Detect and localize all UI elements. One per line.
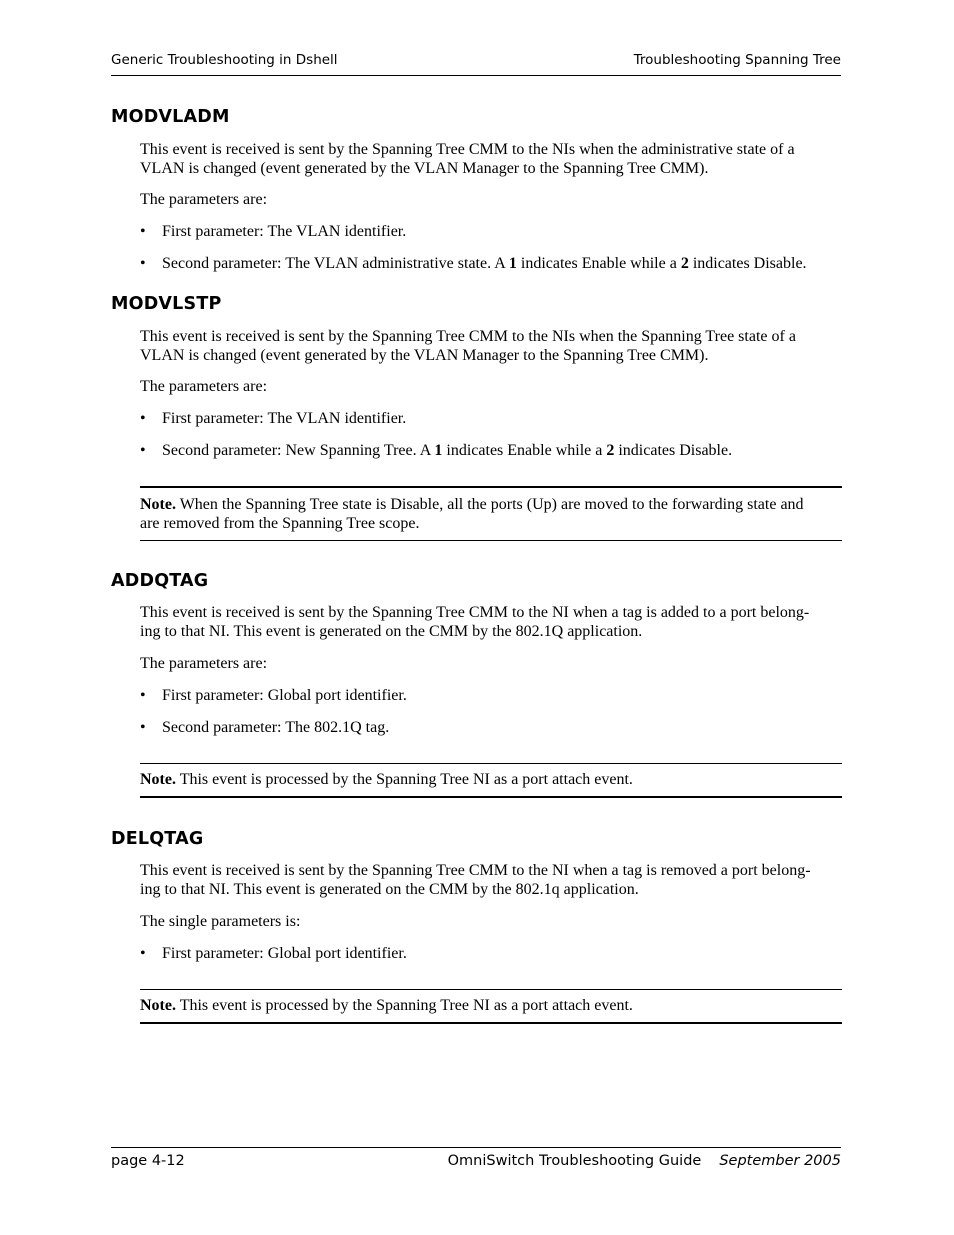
note-label: Note.: [140, 997, 176, 1014]
note-label: Note.: [140, 771, 176, 788]
bullet-icon: •: [140, 410, 146, 427]
bullet-icon: •: [140, 719, 146, 736]
description-line: ing to that NI. This event is generated on the CMM by the 802.1Q application.: [140, 622, 643, 640]
bullet-icon: •: [140, 442, 146, 459]
section-title-modvlstp: MODVLSTP: [111, 294, 222, 314]
section-title-addqtag: ADDQTAG: [111, 571, 209, 591]
note-text: Note. This event is processed by the Spanning Tree NI as a port attach event.: [140, 771, 633, 788]
section-title-modvladm: MODVLADM: [111, 107, 230, 127]
description-line: This event is received is sent by the Spanning Tree CMM to the NIs when the Spanning Tree state of a: [140, 328, 796, 345]
list-item-text: Second parameter: The 802.1Q tag.: [162, 719, 390, 736]
value-enable: 1: [434, 442, 443, 459]
value-disable: 2: [680, 255, 689, 272]
params-intro: The single parameters is:: [140, 913, 301, 930]
section-description: [140, 328, 840, 365]
list-item-text: Second parameter: The VLAN administrative state. A 1 indicates Enable while a 2 indicates Disable.: [162, 255, 807, 272]
list-item-text: First parameter: The VLAN identifier.: [162, 410, 407, 427]
note-text: Note. When the Spanning Tree state is Disable, all the ports (Up) are moved to the forwarding state and are removed from the Spanning Tree scope.: [140, 496, 804, 532]
note-box: [140, 486, 842, 541]
description-line: This event is received is sent by the Spanning Tree CMM to the NI when a tag is added to a port belong-: [140, 604, 810, 621]
running-header: [111, 51, 841, 76]
description-line: This event is received is sent by the Spanning Tree CMM to the NIs when the administrative state of a: [140, 141, 795, 158]
note-text: Note. This event is processed by the Spanning Tree NI as a port attach event.: [140, 997, 633, 1014]
description-line: VLAN is changed (event generated by the VLAN Manager to the Spanning Tree CMM).: [140, 159, 709, 177]
bullet-icon: •: [140, 223, 146, 240]
note-label: Note.: [140, 496, 176, 513]
section-title-delqtag: DELQTAG: [111, 829, 204, 849]
list-item-text: First parameter: Global port identifier.: [162, 945, 407, 962]
header-section-title: Troubleshooting Spanning Tree: [633, 52, 841, 68]
section-description: [140, 141, 840, 178]
note-box: [140, 989, 842, 1024]
description-line: VLAN is changed (event generated by the VLAN Manager to the Spanning Tree CMM).: [140, 346, 709, 364]
value-disable: 2: [606, 442, 615, 459]
list-item-text: Second parameter: New Spanning Tree. A 1 indicates Enable while a 2 indicates Disable.: [162, 442, 733, 459]
footer-publication: [448, 1153, 841, 1169]
bullet-icon: •: [140, 687, 146, 704]
value-enable: 1: [508, 255, 517, 272]
section-description: [140, 862, 840, 899]
description-line: This event is received is sent by the Spanning Tree CMM to the NI when a tag is removed a port belong-: [140, 862, 811, 879]
running-footer: [111, 1147, 841, 1174]
params-intro: The parameters are:: [140, 378, 268, 395]
page-number: page 4-12: [111, 1153, 185, 1169]
bullet-icon: •: [140, 255, 146, 272]
section-description: [140, 604, 840, 641]
description-line: ing to that NI. This event is generated on the CMM by the 802.1q application.: [140, 880, 639, 898]
bullet-icon: •: [140, 945, 146, 962]
list-item-text: First parameter: The VLAN identifier.: [162, 223, 407, 240]
publication-date: September 2005: [719, 1153, 841, 1169]
params-intro: The parameters are:: [140, 655, 268, 672]
guide-title: OmniSwitch Troubleshooting Guide: [447, 1153, 702, 1169]
list-item-text: First parameter: Global port identifier.: [162, 687, 407, 704]
params-intro: The parameters are:: [140, 191, 268, 208]
note-box: [140, 763, 842, 798]
header-chapter-title: Generic Troubleshooting in Dshell: [111, 52, 338, 68]
